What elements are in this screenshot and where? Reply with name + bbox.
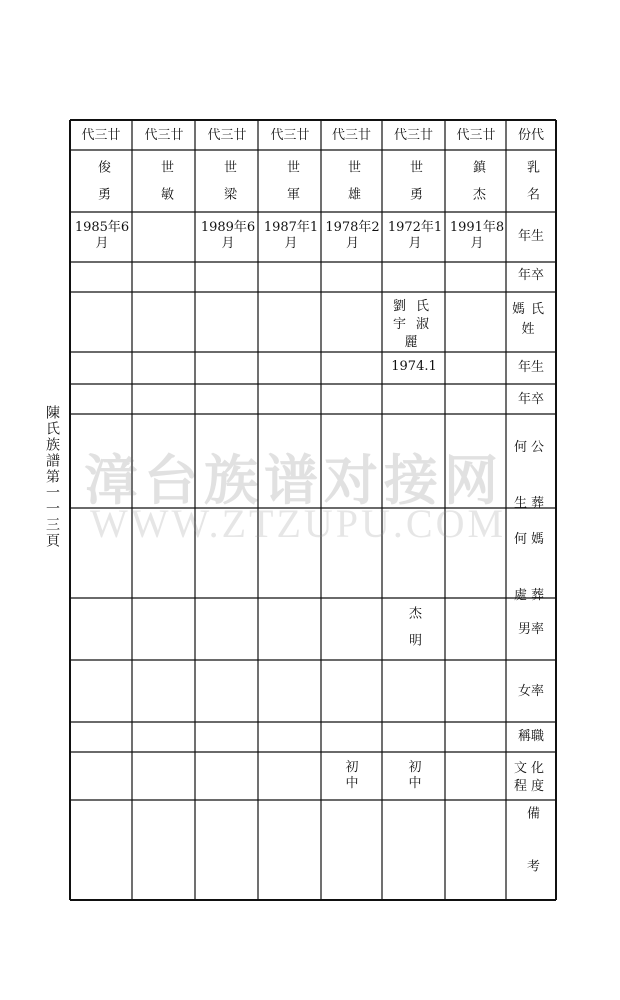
person-2-name: 世敏: [158, 160, 173, 214]
header-cell-2: 代三廿: [144, 128, 184, 143]
header-cell-3: 代三廿: [207, 128, 247, 143]
row-label-sons: 男率: [517, 622, 544, 637]
header-cell-4: 代三廿: [270, 128, 310, 143]
row-label-remarks: 備考: [524, 806, 539, 912]
person-4-born: 1987年1月: [263, 220, 319, 251]
person-6-name: 世勇: [407, 160, 422, 214]
row-label-title: 稱職: [517, 729, 544, 744]
row-label-daughters: 女率: [517, 684, 544, 699]
header-cell-5: 代三廿: [331, 128, 371, 143]
person-4-name: 世軍: [284, 160, 299, 214]
person-6-wife: 劉氏 宇淑麗: [392, 299, 439, 350]
row-label-wife-surname: 媽氏姓: [511, 302, 550, 337]
person-1-name: 俊勇: [95, 160, 110, 214]
watermark-url: WWW.ZTZUPU.COM: [90, 501, 507, 546]
watermark-chinese: 漳台族谱对接网: [84, 449, 504, 512]
row-label-born: 年生: [517, 229, 544, 244]
row-label-died: 年卒: [517, 268, 544, 283]
person-3-born: 1989年6月: [200, 220, 256, 251]
row-label-wife-born: 年生: [517, 360, 544, 375]
row-label-wife-died: 年卒: [517, 392, 544, 407]
person-6-wife-born: 1974.1: [391, 359, 437, 374]
person-1-born: 1985年6月: [74, 220, 130, 251]
header-label-cell: 份代: [517, 128, 544, 143]
person-7-name: 鎮杰: [470, 160, 485, 214]
row-label-education: 文化程度: [513, 761, 548, 794]
row-label-nickname: 乳名: [524, 160, 539, 214]
person-6-sons: 杰明: [406, 606, 421, 660]
row-label-wife-burial: 何媽處葬: [513, 532, 548, 603]
person-5-born: 1978年2月: [325, 220, 380, 251]
header-cell-6: 代三廿: [393, 128, 433, 143]
header-cell-1: 代三廿: [81, 128, 121, 143]
person-7-born: 1991年8月: [449, 220, 505, 251]
person-3-name: 世梁: [221, 160, 236, 214]
page-caption: 陳氏族譜第一一三頁: [44, 405, 60, 549]
person-6-education: 初中: [408, 760, 422, 791]
row-label-husband-burial: 何公生葬: [513, 440, 548, 511]
person-5-name: 世雄: [345, 160, 360, 214]
person-6-born: 1972年1月: [387, 220, 443, 251]
header-cell-7: 代三廿: [456, 128, 496, 143]
person-5-education: 初中: [345, 760, 359, 791]
